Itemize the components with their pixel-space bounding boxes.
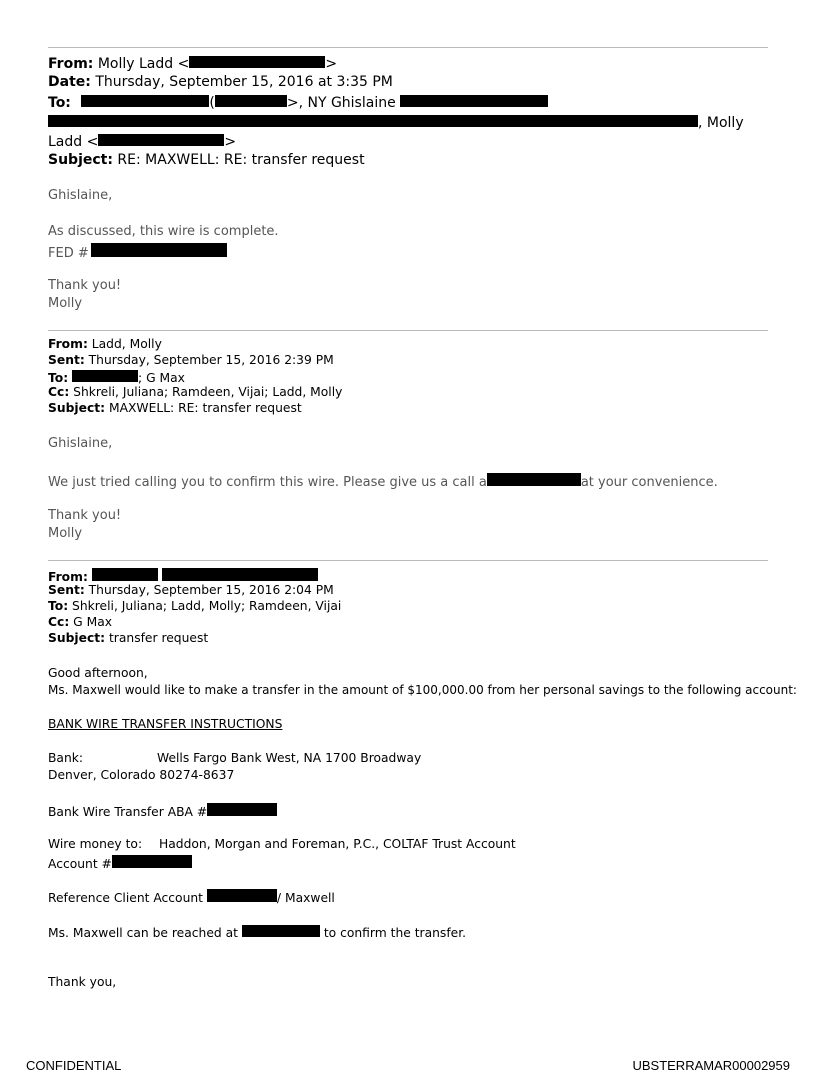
redaction-box: [215, 95, 287, 107]
date-label: Date:: [48, 74, 91, 90]
redaction-box: [189, 56, 325, 68]
email3-cc-line: [48, 616, 112, 628]
redaction-box: [207, 803, 277, 816]
email3-sent-line: [48, 584, 334, 596]
from-label: From:: [48, 56, 94, 72]
email3-body-line: Ms. Maxwell would like to make a transfer in the amount of $100,000.00 from her personal savings to the following account:: [48, 683, 797, 697]
email1-fed-line: [48, 243, 227, 260]
subject-label: Subject:: [48, 152, 113, 168]
reference-line: [48, 889, 335, 904]
footer-confidential: CONFIDENTIAL: [26, 1058, 122, 1073]
footer-bates-number: UBSTERRAMAR00002959: [632, 1058, 790, 1073]
email3-greeting: Good afternoon,: [48, 666, 148, 680]
body-text-b: at your convenience.: [580, 475, 718, 490]
reach-text-b: to confirm the transfer.: [323, 926, 467, 940]
email3-from-line: [48, 568, 318, 583]
redaction-box: [48, 115, 698, 127]
cc-label: Cc:: [48, 615, 70, 629]
cc-value: G Max: [73, 615, 113, 629]
email3-to-line: [48, 600, 341, 612]
separator-line: [48, 330, 768, 331]
email2-sent-line: [48, 354, 334, 366]
account-line: [48, 855, 192, 870]
ref-suffix: / Maxwell: [276, 891, 335, 905]
redaction-box: [207, 889, 277, 902]
subject-value: RE: MAXWELL: RE: transfer request: [117, 152, 365, 168]
bank-line: [48, 751, 422, 765]
subject-label: Subject:: [48, 631, 106, 645]
redaction-box: [242, 925, 320, 937]
aba-label: Bank Wire Transfer ABA #: [48, 805, 208, 819]
email1-thanks: Thank you!: [48, 278, 122, 293]
wire-value: Haddon, Morgan and Foreman, P.C., COLTAF Trust Account: [159, 837, 516, 851]
instructions-heading: BANK WIRE TRANSFER INSTRUCTIONS: [48, 717, 283, 731]
email1-subject-line: [48, 153, 365, 167]
email3-subject-line: [48, 632, 208, 644]
email2-to-line: [48, 370, 185, 384]
to-wrap: Ladd <: [48, 134, 99, 150]
body-text-a: We just tried calling you to confirm this wire. Please give us a call a: [48, 475, 487, 490]
email2-thanks: Thank you!: [48, 508, 122, 523]
redaction-box: [91, 243, 227, 257]
redaction-box: [92, 568, 158, 581]
to-value: ; G Max: [138, 371, 185, 385]
to-paren: (: [209, 95, 215, 111]
email2-subject-line: [48, 402, 302, 414]
reach-text-a: Ms. Maxwell can be reached at: [48, 926, 238, 940]
sent-value: Thursday, September 15, 2016 2:04 PM: [88, 583, 334, 597]
to-label: To:: [48, 371, 69, 385]
redaction-box: [400, 95, 548, 107]
to-label: To:: [48, 599, 69, 613]
redaction-box: [81, 95, 209, 107]
from-value: Molly Ladd <: [97, 56, 190, 72]
email2-greeting: Ghislaine,: [48, 436, 113, 451]
redaction-box: [72, 370, 138, 382]
cc-value: Shkreli, Juliana; Ramdeen, Vijai; Ladd, Molly: [73, 385, 343, 399]
email2-cc-line: [48, 386, 342, 398]
bank-city: Denver, Colorado 80274-8637: [48, 768, 235, 782]
sent-value: Thursday, September 15, 2016 2:39 PM: [88, 353, 334, 367]
email1-to-wrap: [48, 134, 236, 149]
to-wrap-close: >: [224, 134, 237, 150]
subject-label: Subject:: [48, 401, 106, 415]
email2-from-line: [48, 338, 162, 350]
email1-greeting: Ghislaine,: [48, 188, 113, 203]
separator-line: [48, 560, 768, 561]
sent-label: Sent:: [48, 583, 85, 597]
email2-signature: Molly: [48, 526, 83, 541]
redaction-box: [98, 134, 224, 146]
to-label: To:: [48, 95, 71, 111]
email1-from-line: [48, 56, 337, 71]
separator-line: [48, 47, 768, 48]
to-end: , Molly: [698, 115, 744, 131]
aba-line: [48, 803, 277, 818]
redaction-box: [112, 855, 192, 868]
email2-body-line: [48, 473, 718, 489]
date-value: Thursday, September 15, 2016 at 3:35 PM: [95, 74, 393, 90]
redaction-box: [162, 568, 318, 581]
to-value: Shkreli, Juliana; Ladd, Molly; Ramdeen, Vijai: [72, 599, 342, 613]
reach-line: [48, 925, 466, 939]
email1-to-continued: [48, 115, 744, 130]
to-mid: >, NY Ghislaine: [286, 95, 396, 111]
cc-label: Cc:: [48, 385, 70, 399]
fed-label: FED #: [48, 246, 89, 261]
account-label: Account #: [48, 857, 112, 871]
redaction-box: [487, 473, 581, 486]
email1-signature: Molly: [48, 296, 83, 311]
subject-value: transfer request: [108, 631, 209, 645]
bank-value: Wells Fargo Bank West, NA 1700 Broadway: [157, 751, 422, 765]
email3-closing: Thank you,: [48, 975, 117, 989]
from-value: Ladd, Molly: [91, 337, 162, 351]
from-close: >: [325, 56, 338, 72]
email1-date-line: [48, 75, 393, 89]
ref-label: Reference Client Account: [48, 891, 203, 905]
wire-line: [48, 837, 516, 851]
wire-label: Wire money to:: [48, 837, 143, 851]
bank-label: Bank:: [48, 751, 84, 765]
subject-value: MAXWELL: RE: transfer request: [108, 401, 302, 415]
email1-to-line: [48, 95, 548, 110]
from-label: From:: [48, 570, 88, 584]
sent-label: Sent:: [48, 353, 85, 367]
email1-body-line: As discussed, this wire is complete.: [48, 224, 279, 239]
from-label: From:: [48, 337, 88, 351]
